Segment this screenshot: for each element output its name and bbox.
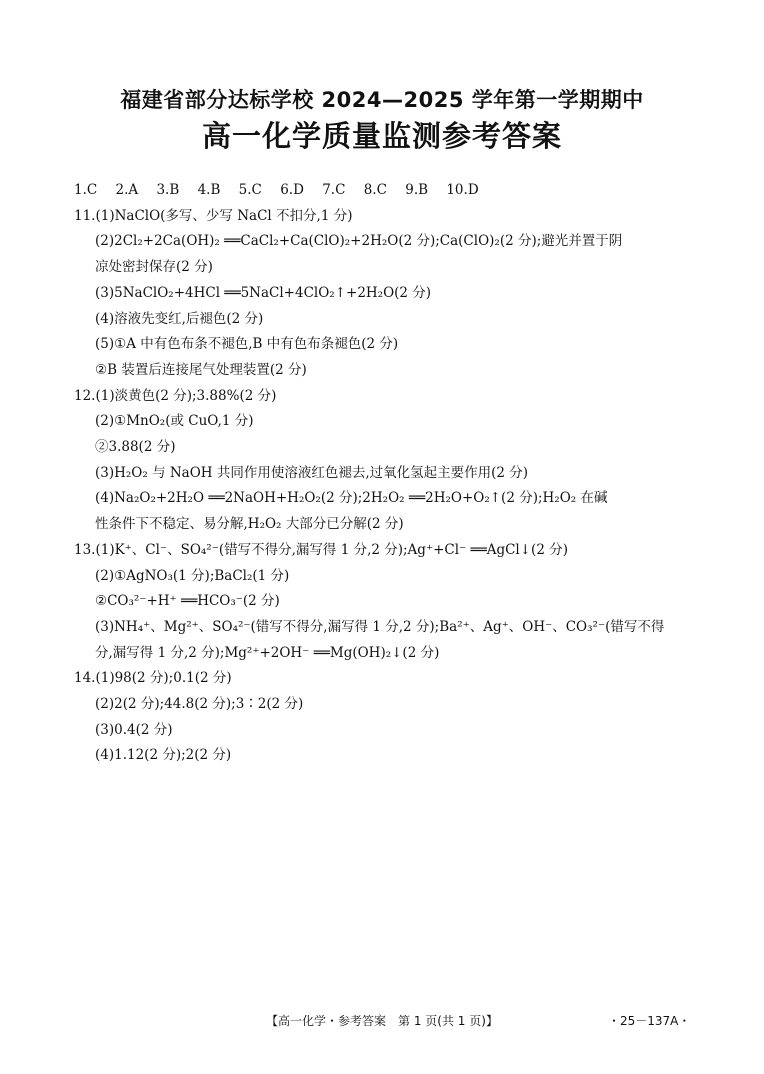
- answer-line: (3)5NaClO₂+4HCl ══5NaCl+4ClO₂↑+2H₂O(2 分): [95, 284, 432, 301]
- answer-line: 14.(1)98(2 分);0.1(2 分): [74, 670, 232, 687]
- answer-line: 11.(1)NaClO(多写、少写 NaCl 不扣分,1 分): [74, 207, 353, 224]
- mc-answer: 4.B: [197, 182, 221, 198]
- answer-line: (3)0.4(2 分): [95, 721, 173, 738]
- multiple-choice-answers: [74, 178, 694, 204]
- page-title: 高一化学质量监测参考答案: [201, 119, 562, 153]
- footer-code: ・25－137A・: [608, 1014, 691, 1028]
- exam-header: 福建省部分达标学校 2024—2025 学年第一学期期中: [120, 88, 644, 112]
- answer-line: (3)NH₄⁺、Mg²⁺、SO₄²⁻(错写不得分,漏写得 1 分,2 分);Ba²⁺、Ag⁺、OH⁻、CO₃²⁻(错写不得: [95, 618, 665, 635]
- mc-answer: 6.D: [280, 182, 304, 198]
- answer-line: (3)H₂O₂ 与 NaOH 共同作用使溶液红色褪去,过氧化氢起主要作用(2 分): [95, 464, 529, 481]
- answer-line: (5)①A 中有色布条不褪色,B 中有色布条褪色(2 分): [95, 336, 399, 353]
- answer-line: 12.(1)淡黄色(2 分);3.88%(2 分): [74, 387, 277, 404]
- answer-line: ②B 装置后连接尾气处理装置(2 分): [95, 361, 307, 378]
- mc-answer: 9.B: [405, 182, 429, 198]
- answer-line: 凉处密封保存(2 分): [95, 259, 213, 276]
- answer-line: 分,漏写得 1 分,2 分);Mg²⁺+2OH⁻ ══Mg(OH)₂↓(2 分): [95, 644, 440, 661]
- answer-line: 13.(1)K⁺、Cl⁻、SO₄²⁻(错写不得分,漏写得 1 分,2 分);Ag⁺+Cl⁻ ══AgCl↓(2 分): [74, 541, 568, 558]
- mc-answer: 1.C: [74, 182, 98, 198]
- footer-page-info: 【高一化学・参考答案 第 1 页(共 1 页)】: [266, 1014, 498, 1028]
- mc-answer: 2.A: [115, 182, 139, 198]
- answer-line: ②3.88(2 分): [95, 439, 176, 456]
- answer-line: ②CO₃²⁻+H⁺ ══HCO₃⁻(2 分): [95, 593, 280, 610]
- mc-answer: 5.C: [238, 182, 262, 198]
- answer-line: (4)溶液先变红,后褪色(2 分): [95, 310, 264, 327]
- answer-line: (4)Na₂O₂+2H₂O ══2NaOH+H₂O₂(2 分);2H₂O₂ ══2H₂O+O₂↑(2 分);H₂O₂ 在碱: [95, 490, 608, 507]
- answer-line: (2)①MnO₂(或 CuO,1 分): [95, 413, 254, 430]
- mc-answer: 8.C: [363, 182, 387, 198]
- answer-line: (2)2Cl₂+2Ca(OH)₂ ══CaCl₂+Ca(ClO)₂+2H₂O(2 分);Ca(ClO)₂(2 分);避光并置于阴: [95, 233, 623, 250]
- answer-line: 性条件下不稳定、易分解,H₂O₂ 大部分已分解(2 分): [95, 516, 404, 533]
- answer-body: [74, 178, 694, 769]
- mc-answer: 7.C: [322, 182, 346, 198]
- mc-answer: 10.D: [446, 182, 479, 198]
- answer-line: (4)1.12(2 分);2(2 分): [95, 747, 232, 764]
- mc-answer: 3.B: [156, 182, 180, 198]
- answer-line: (2)①AgNO₃(1 分);BaCl₂(1 分): [95, 567, 290, 584]
- answer-line: (2)2(2 分);44.8(2 分);3∶2(2 分): [95, 696, 304, 713]
